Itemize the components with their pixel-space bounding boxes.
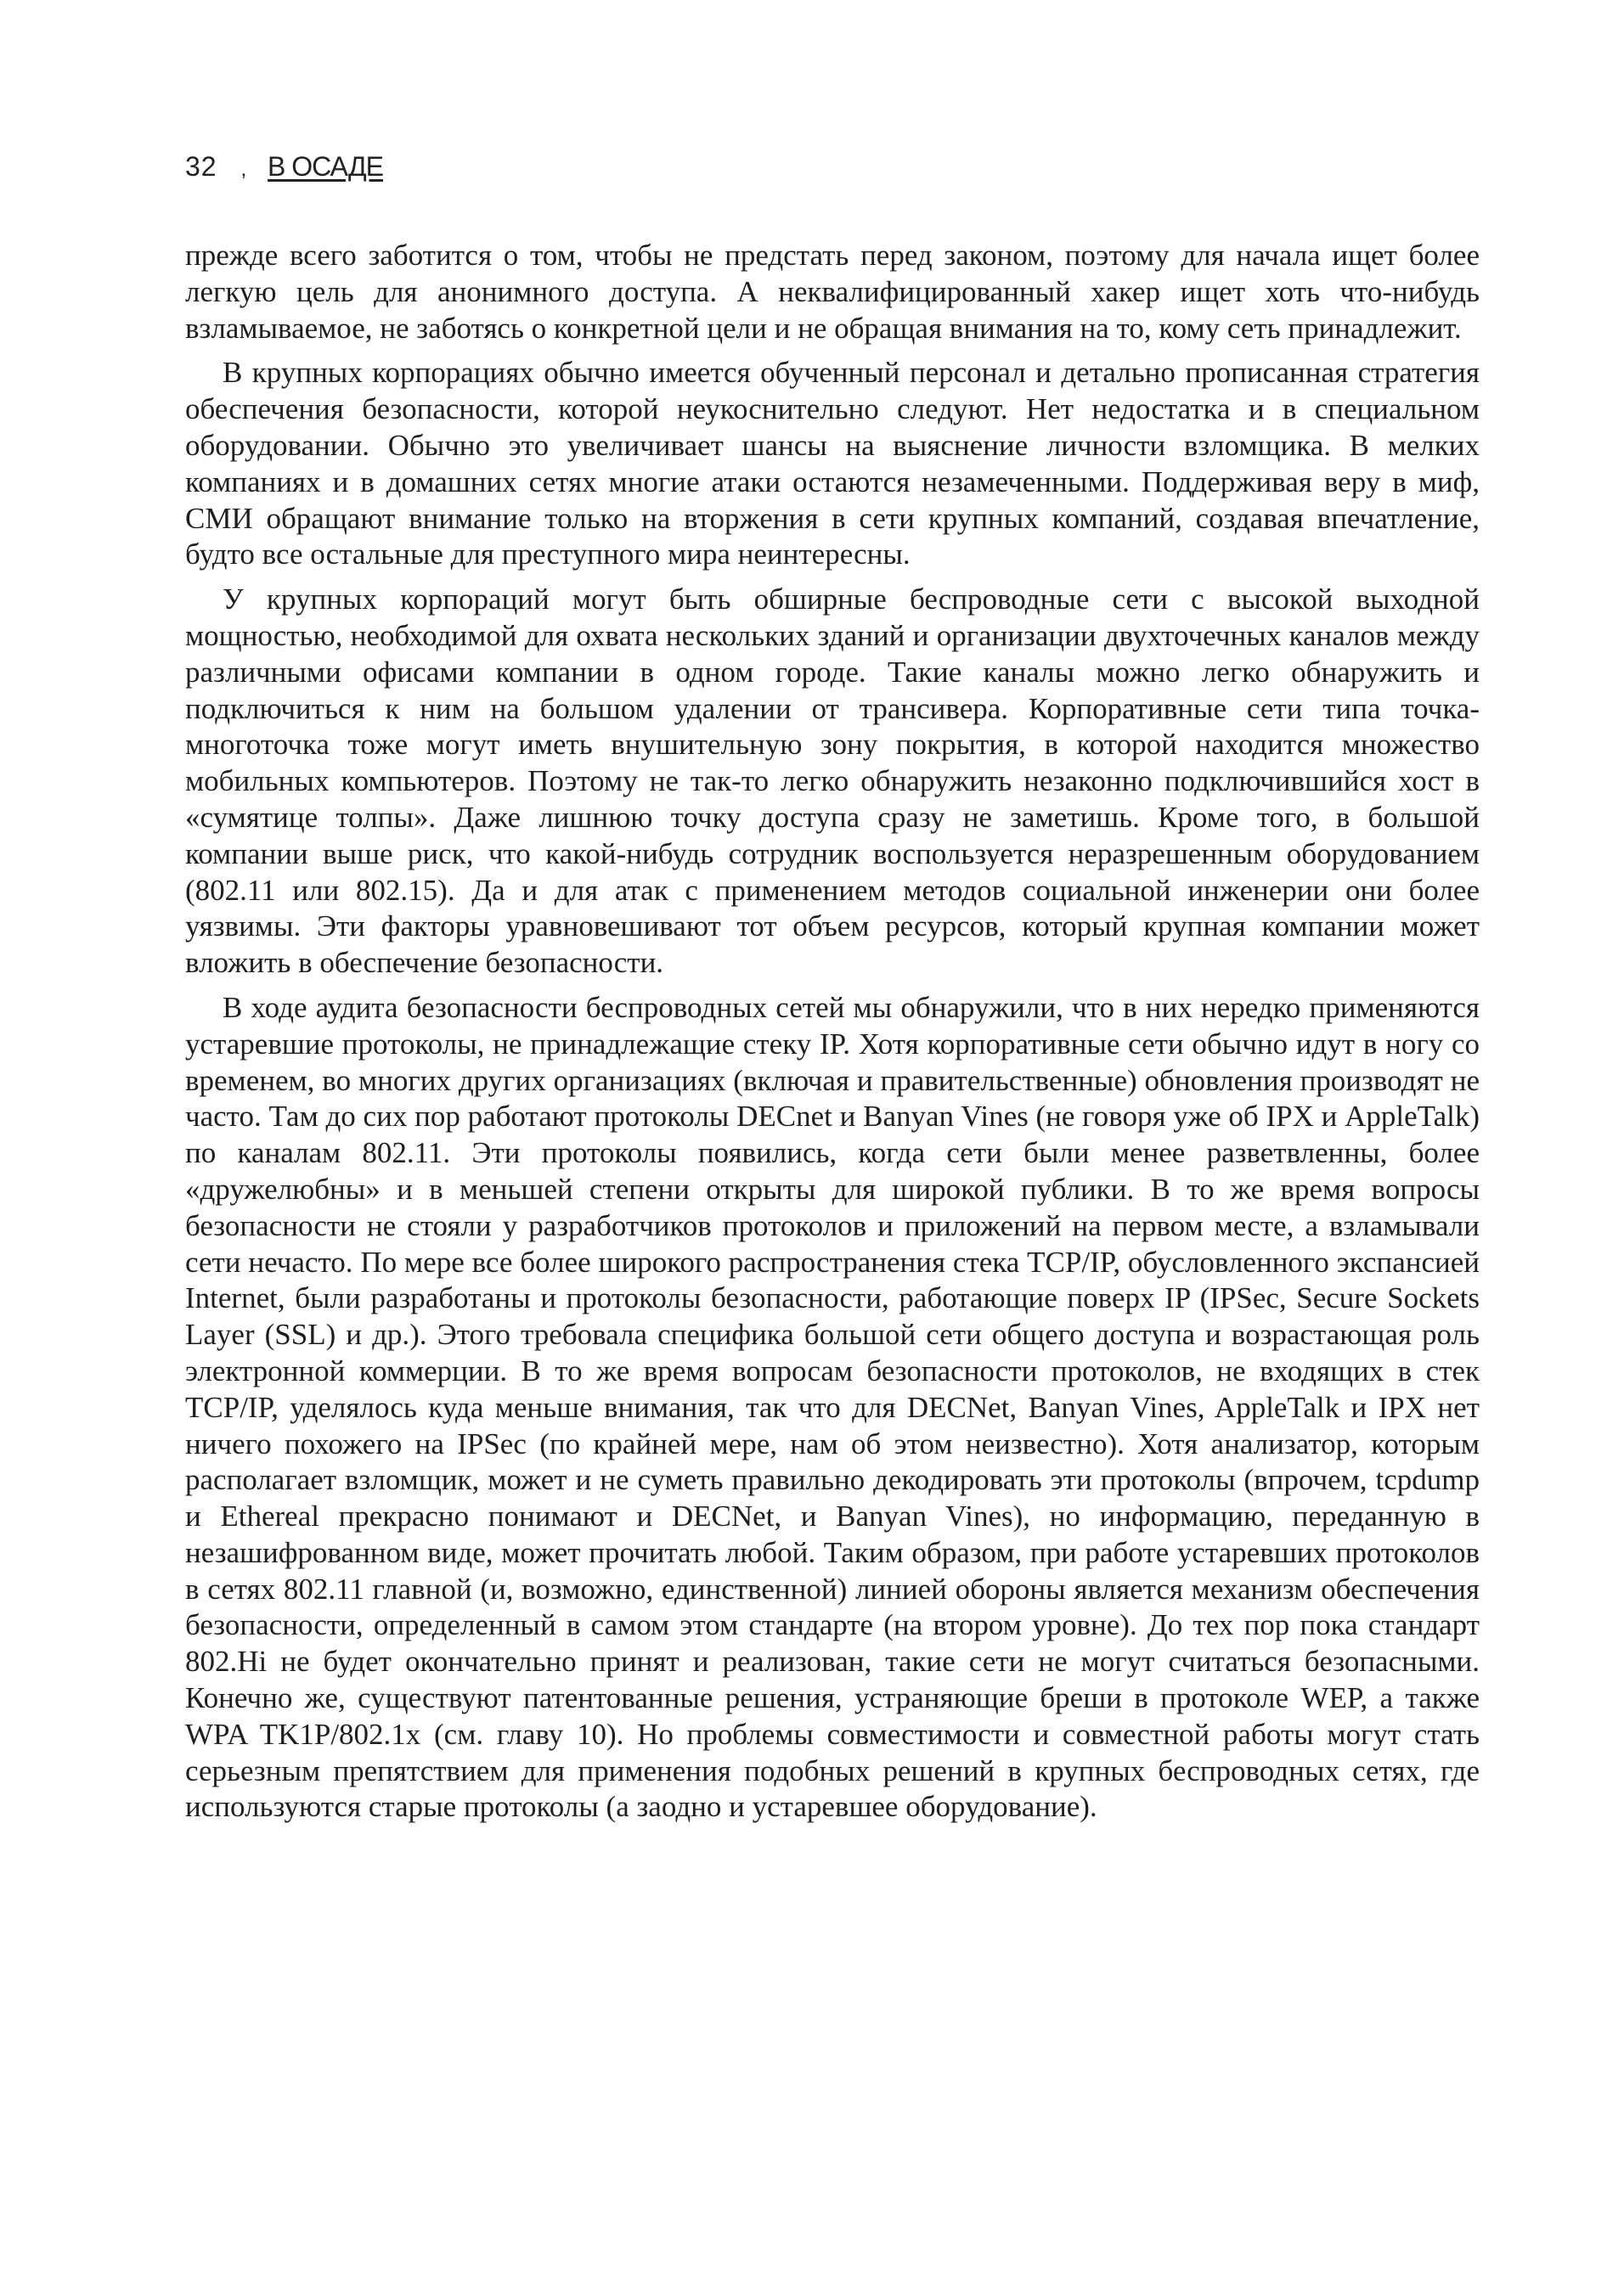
paragraph-corporate-staff: В крупных корпорациях обычно имеется обученный персонал и детально прописанная стратегия обеспечения безопасности, которой неукоснительно следуют. Нет недостатка и в специальном оборудовании. Обычно это увеличивает шансы на выяснение личности взломщика. В мелких компаниях и в домашних сетях многие атаки остаются незамеченными. Поддерживая веру в миф, СМИ обращают внимание только на вторжения в сети крупных компаний, создавая впечатление, будто все остальные для преступного мира неинтересны.	[185, 356, 1480, 571]
paragraph-legacy-protocols: В ходе аудита безопасности беспроводных сетей мы обнаружили, что в них нередко применяются устаревшие протоколы, не принадлежащие стеку IP. Хотя корпоративные сети обычно идут в ногу со временем, во многих других организациях (включая и правительственные) обновления производят не часто. Там до сих пор работают протоколы DECnet и Banyan Vines (не говоря уже об IPX и AppleTalk) по каналам 802.11. Эти протоколы появились, когда сети были менее разветвленны, более «дружелюбны» и в меньшей степени открыты для широкой публики. В то же время вопросы безопасности не стояли у разработчиков протоколов и приложений на первом месте, а взламывали сети нечасто. По мере все более широкого распространения стека TCP/IP, обусловленного экспансией Internet, были разработаны и протоколы безопасности, работающие поверх IP (IPSec, Secure Sockets Layer (SSL) и др.). Этого требовала специфика большой сети общего доступа и возрастающая роль электронной коммерции. В то же время вопросам безопасности протоколов, не входящих в стек TCP/IP, уделялось куда меньше внимания, так что для DECNet, Banyan Vines, AppleTalk и IPX нет ничего похожего на IPSec (по крайней мере, нам об этом неизвестно). Хотя анализатор, которым располагает взломщик, может и не суметь правильно декодировать эти протоколы (впрочем, tcpdump и Ethereal прекрасно понимают и DECNet, и Banyan Vines), но информацию, переданную в незашифрованном виде, может прочитать любой. Таким образом, при работе устаревших протоколов в сетях 802.11 главной (и, возможно, единственной) линией обороны является механизм обеспечения безопасности, определенный в самом этом стандарте (на втором уровне). До тех пор пока стандарт 802.Hi не будет окончательно принят и реализован, такие сети не могут считаться безопасными. Конечно же, существуют патентованные решения, устраняющие бреши в протоколе WEP, а также WPA TK1P/802.1x (см. главу 10). Но проблемы совместимости и совместной работы могут стать серьезным препятствием для применения подобных решений в крупных беспроводных сетях, где используются старые протоколы (а заодно и устаревшее оборудование).	[185, 990, 1480, 1824]
running-head	[185, 151, 383, 183]
chapter-title: В ОСАДЕ	[268, 151, 383, 182]
paragraph-wireless-networks: У крупных корпораций могут быть обширные беспроводные сети с высокой выходной мощностью, необходимой для охвата нескольких зданий и организации двухточечных каналов между различными офисами компании в одном городе. Такие каналы можно легко обнаружить и подключиться к ним на большом удалении от трансивера. Корпоративные сети типа точка-многоточка тоже могут иметь внушительную зону покрытия, в которой находится множество мобильных компьютеров. Поэтому не так-то легко обнаружить незаконно подключившийся хост в «сумятице толпы». Даже лишнюю точку доступа сразу не заметишь. Кроме того, в большой компании выше риск, что какой-нибудь сотрудник воспользуется неразрешенным оборудованием (802.11 или 802.15). Да и для атак с применением методов социальной инженерии они более уязвимы. Эти факторы уравновешивают тот объем ресурсов, который крупная компании может вложить в обеспечение безопасности.	[185, 582, 1480, 980]
paragraph-continued: прежде всего заботится о том, чтобы не предстать перед законом, поэтому для начала ищет более легкую цель для анонимного доступа. А неквалифицированный хакер ищет хоть что-нибудь взламываемое, не заботясь о конкретной цели и не обращая внимания на то, кому сеть принадлежит.	[185, 239, 1480, 345]
running-head-mark: ,	[240, 158, 248, 181]
page-number: 32	[185, 151, 217, 182]
body-text	[185, 238, 1480, 1834]
